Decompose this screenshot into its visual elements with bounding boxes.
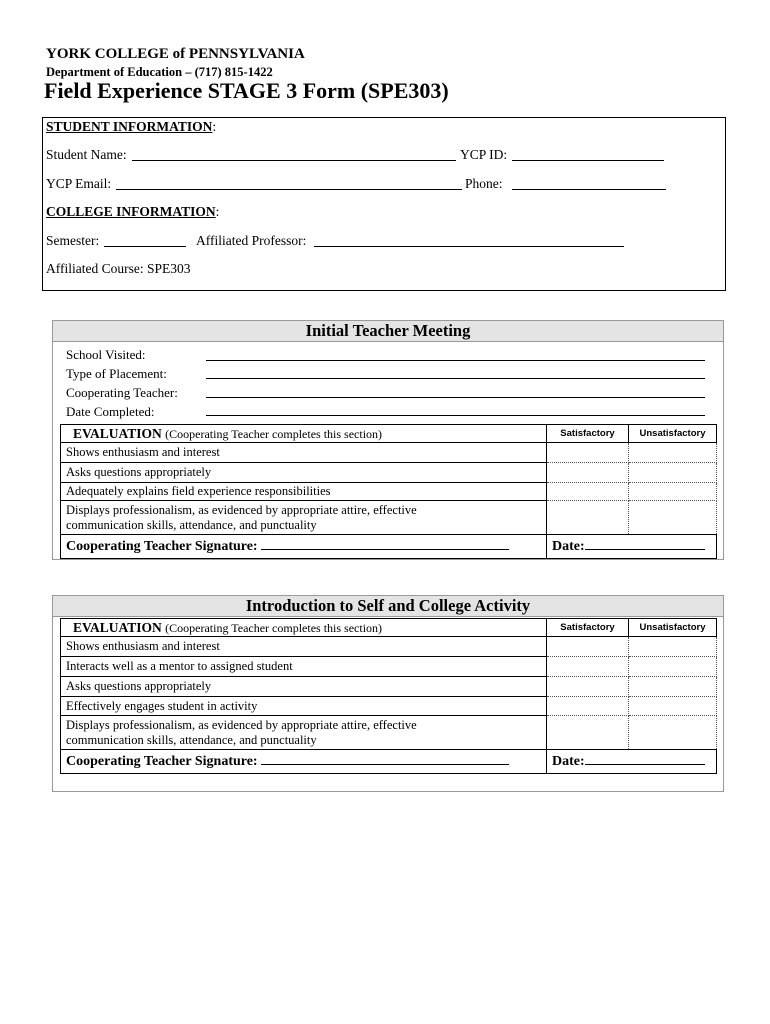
- cooperating-teacher-field[interactable]: [206, 397, 705, 398]
- activity-item3-unsatisfactory-box[interactable]: [629, 677, 717, 697]
- meeting-evaluation-table: [60, 424, 717, 559]
- college-info-heading: COLLEGE INFORMATION:: [46, 204, 220, 219]
- school-visited-label: School Visited:: [66, 347, 146, 362]
- school-visited-field[interactable]: [206, 360, 705, 361]
- activity-title: Introduction to Self and College Activity: [53, 596, 723, 617]
- activity-date: Date:: [547, 750, 717, 774]
- activity-item-label: Interacts well as a mentor to assigned student: [61, 657, 547, 677]
- activity-item1-unsatisfactory-box[interactable]: [629, 637, 717, 657]
- date-completed-field[interactable]: [206, 415, 705, 416]
- meeting-item2-unsatisfactory-box[interactable]: [629, 463, 717, 483]
- activity-item5-satisfactory-box[interactable]: [547, 716, 629, 750]
- meeting-unsatisfactory-header: Unsatisfactory: [629, 425, 717, 443]
- activity-signature: Cooperating Teacher Signature:: [61, 750, 547, 774]
- activity-evaluation-table: [60, 618, 717, 774]
- activity-unsatisfactory-header: Unsatisfactory: [629, 619, 717, 637]
- meeting-item1-unsatisfactory-box[interactable]: [629, 443, 717, 463]
- ycp-id-field[interactable]: [512, 160, 664, 161]
- activity-item-label: Displays professionalism, as evidenced by appropriate attire, effective communication skills, attendance, and punctuality: [61, 716, 547, 750]
- student-info-heading: STUDENT INFORMATION:: [46, 119, 217, 134]
- meeting-item4-unsatisfactory-box[interactable]: [629, 501, 717, 535]
- activity-item4-unsatisfactory-box[interactable]: [629, 697, 717, 716]
- activity-item-label: Shows enthusiasm and interest: [61, 637, 547, 657]
- ycp-email-field[interactable]: [116, 189, 462, 190]
- activity-eval-heading: EVALUATION (Cooperating Teacher completes this section): [61, 619, 547, 637]
- student-name-label: Student Name:: [46, 147, 127, 162]
- activity-item3-satisfactory-box[interactable]: [547, 677, 629, 697]
- activity-item-label: Asks questions appropriately: [61, 677, 547, 697]
- meeting-signature: Cooperating Teacher Signature:: [61, 535, 547, 559]
- phone-label: Phone:: [465, 176, 503, 191]
- meeting-item-label: Displays professionalism, as evidenced by appropriate attire, effective communication skills, attendance, and punctuality: [61, 501, 547, 535]
- professor-field[interactable]: [314, 246, 624, 247]
- meeting-item3-satisfactory-box[interactable]: [547, 483, 629, 501]
- activity-item2-satisfactory-box[interactable]: [547, 657, 629, 677]
- meeting-item3-unsatisfactory-box[interactable]: [629, 483, 717, 501]
- semester-label: Semester:: [46, 233, 100, 248]
- form-title: Field Experience STAGE 3 Form (SPE303): [44, 78, 449, 103]
- affiliated-course: Affiliated Course: SPE303: [46, 261, 191, 276]
- meeting-satisfactory-header: Satisfactory: [547, 425, 629, 443]
- ycp-email-label: YCP Email:: [46, 176, 112, 191]
- date-completed-label: Date Completed:: [66, 404, 155, 419]
- professor-label: Affiliated Professor:: [196, 233, 307, 248]
- meeting-item-label: Asks questions appropriately: [61, 463, 547, 483]
- student-name-field[interactable]: [132, 160, 456, 161]
- activity-item-label: Effectively engages student in activity: [61, 697, 547, 716]
- placement-type-label: Type of Placement:: [66, 366, 167, 381]
- college-name: YORK COLLEGE of PENNSYLVANIA: [46, 46, 305, 62]
- phone-field[interactable]: [512, 189, 666, 190]
- semester-field[interactable]: [104, 246, 186, 247]
- placement-type-field[interactable]: [206, 378, 705, 379]
- meeting-item4-satisfactory-box[interactable]: [547, 501, 629, 535]
- activity-satisfactory-header: Satisfactory: [547, 619, 629, 637]
- ycp-id-label: YCP ID:: [460, 147, 508, 162]
- initial-meeting-title: Initial Teacher Meeting: [53, 321, 723, 342]
- meeting-eval-heading: EVALUATION (Cooperating Teacher completes this section): [61, 425, 547, 443]
- activity-item4-satisfactory-box[interactable]: [547, 697, 629, 716]
- activity-item2-unsatisfactory-box[interactable]: [629, 657, 717, 677]
- meeting-date-field[interactable]: [585, 549, 705, 550]
- activity-item5-unsatisfactory-box[interactable]: [629, 716, 717, 750]
- activity-signature-field[interactable]: [261, 764, 509, 765]
- meeting-item2-satisfactory-box[interactable]: [547, 463, 629, 483]
- meeting-date: Date:: [547, 535, 717, 559]
- activity-date-field[interactable]: [585, 764, 705, 765]
- cooperating-teacher-label: Cooperating Teacher:: [66, 385, 178, 400]
- meeting-item-label: Shows enthusiasm and interest: [61, 443, 547, 463]
- meeting-item1-satisfactory-box[interactable]: [547, 443, 629, 463]
- activity-item1-satisfactory-box[interactable]: [547, 637, 629, 657]
- meeting-item-label: Adequately explains field experience responsibilities: [61, 483, 547, 501]
- meeting-signature-field[interactable]: [261, 549, 509, 550]
- department-line: Department of Education – (717) 815-1422: [46, 65, 273, 79]
